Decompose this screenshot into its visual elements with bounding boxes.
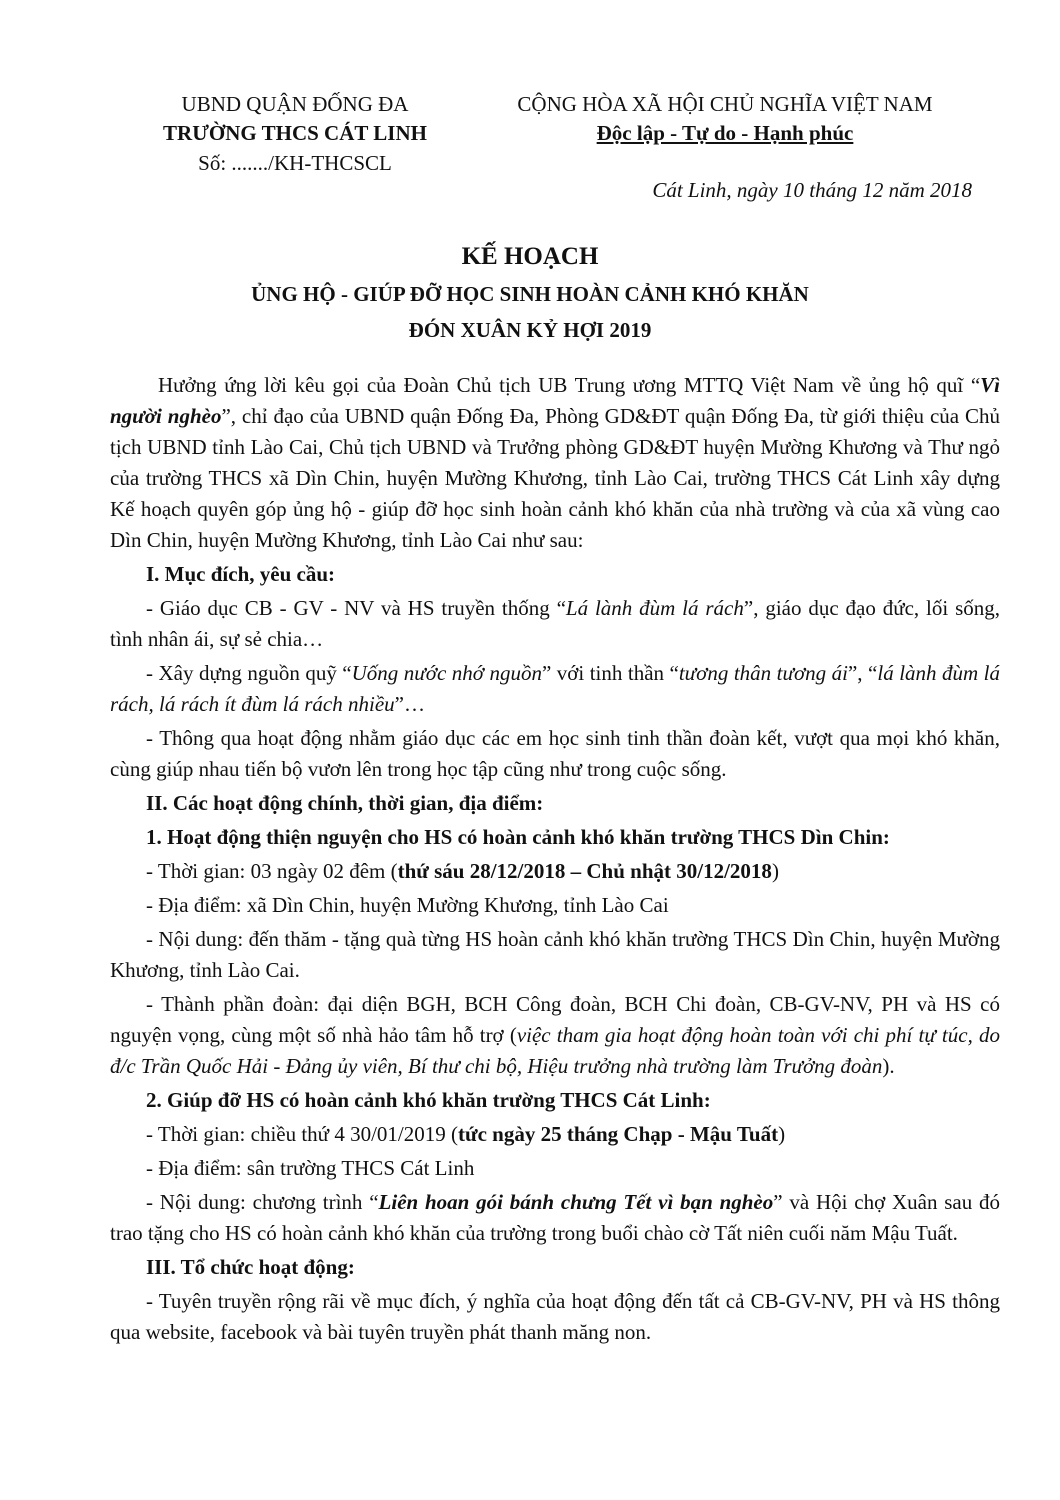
national-motto: Độc lập - Tự do - Hạnh phúc xyxy=(596,121,854,146)
title-sub-2: ĐÓN XUÂN KỶ HỢI 2019 xyxy=(408,318,652,343)
text: - Thành phần đoàn: đại diện BGH, BCH Công đoàn, BCH Chi đoàn, CB-GV-NV, PH và HS có nguyện vọng, cùng một số nhà hảo tâm hỗ trợ ( xyxy=(110,992,1000,1047)
text: ) xyxy=(771,859,779,883)
text: - Nội dung: chương trình “ xyxy=(146,1190,379,1214)
activity-1-heading: 1. Hoạt động thiện nguyện cho HS có hoàn cảnh khó khăn trường THCS Dìn Chin: xyxy=(146,825,890,849)
title-sub-1: ỦNG HỘ - GIÚP ĐỠ HỌC SINH HOÀN CẢNH KHÓ KHĂN xyxy=(251,281,809,306)
intro-text-2: ”, chỉ đạo của UBND quận Đống Đa, Phòng GD&ĐT quận Đống Đa, từ giới thiệu của Chủ tịch UBND tỉnh Lào Cai, Chủ tịch UBND và Trưởng phòng GD&ĐT huyện Mường Khương và Thư ngỏ của trường THCS xã Dìn Chin, huyện Mường Khương, tỉnh Lào Cai, trường THCS Cát Linh xây dựng Kế hoạch quyên góp ủng hộ - giúp đỡ học sinh hoàn cảnh khó khăn của nhà trường và của xã vùng cao Dìn Chin, huyện Mường Khương, tỉnh Lào Cai như sau: xyxy=(110,404,1000,552)
document-title xyxy=(0,238,1060,349)
activity-1-place: - Địa điểm: xã Dìn Chin, huyện Mường Khương, tỉnh Lào Cai xyxy=(146,893,669,917)
activity-2-content xyxy=(110,1187,1000,1249)
national-motto-block xyxy=(490,90,960,149)
activity-1-members xyxy=(110,989,1000,1082)
activity-1-time xyxy=(110,856,1000,887)
section-1-item-3: - Thông qua hoạt động nhằm giáo dục các em học sinh tinh thần đoàn kết, vượt qua mọi khó khăn, cùng giúp nhau tiến bộ vươn lên trong học tập cũng như trong cuộc sống. xyxy=(110,726,1000,781)
section-2-heading: II. Các hoạt động chính, thời gian, địa điểm: xyxy=(146,791,544,815)
program-name: Liên hoan gói bánh chưng Tết vì bạn nghèo xyxy=(378,1190,774,1214)
quote: lá lành đùm lá rách, lá rách ít đùm lá rách nhiều xyxy=(110,661,1001,716)
intro-text-1: Hưởng ứng lời kêu gọi của Đoàn Chủ tịch UB Trung ương MTTQ Việt Nam về ủng hộ quĩ “ xyxy=(158,373,981,397)
activity-2-heading: 2. Giúp đỡ HS có hoàn cảnh khó khăn trường THCS Cát Linh: xyxy=(146,1088,711,1112)
quote: Lá lành đùm lá rách xyxy=(565,596,744,620)
text: ). xyxy=(882,1054,895,1078)
dates: tức ngày 25 tháng Chạp - Mậu Tuất xyxy=(457,1122,779,1146)
text: - Thời gian: chiều thứ 4 30/01/2019 ( xyxy=(146,1122,458,1146)
document-body xyxy=(110,370,1000,1351)
intro-emphasis: Vì người nghèo xyxy=(110,373,1000,428)
activity-1-content: - Nội dung: đến thăm - tặng quà từng HS hoàn cảnh khó khăn trường THCS Dìn Chin, huyện Mường Khương, tỉnh Lào Cai. xyxy=(110,927,1000,982)
text: - Thời gian: 03 ngày 02 đêm ( xyxy=(146,859,398,883)
activity-2-time xyxy=(110,1119,1000,1150)
dates: thứ sáu 28/12/2018 – Chủ nhật 30/12/2018 xyxy=(397,859,772,883)
text: ” với tinh thần “ xyxy=(541,661,679,685)
title-main: KẾ HOẠCH xyxy=(461,243,599,270)
section-1-item-2 xyxy=(110,658,1000,720)
issuer-authority: UBND QUẬN ĐỐNG ĐA xyxy=(181,92,409,116)
text: ) xyxy=(778,1122,786,1146)
national-title: CỘNG HÒA XÃ HỘI CHỦ NGHĨA VIỆT NAM xyxy=(517,92,933,116)
section-3-heading: III. Tổ chức hoạt động: xyxy=(146,1255,355,1279)
text: ” và Hội chợ Xuân sau đó trao tặng cho HS có hoàn cảnh khó khăn của trường trong buổi chào cờ Tất niên cuối năm Mậu Tuất. xyxy=(110,1190,1000,1245)
text: ”, giáo dục đạo đức, lối sống, tình nhân ái, sự sẻ chia… xyxy=(110,596,1000,651)
section-3-item-1: - Tuyên truyền rộng rãi về mục đích, ý nghĩa của hoạt động đến tất cả CB-GV-NV, PH và HS thông qua website, facebook và bài tuyên truyền phát thanh măng non. xyxy=(110,1289,1000,1344)
document-number: Số: ......./KH-THCSCL xyxy=(198,150,392,175)
text: ”… xyxy=(394,692,425,716)
section-1-heading: I. Mục đích, yêu cầu: xyxy=(146,562,335,586)
document-date: Cát Linh, ngày 10 tháng 12 năm 2018 xyxy=(652,178,972,202)
issuer-school: TRƯỜNG THCS CÁT LINH xyxy=(163,121,427,146)
section-1-item-1 xyxy=(110,593,1000,655)
note: việc tham gia hoạt động hoàn toàn với chi phí tự túc, do đ/c Trần Quốc Hải - Đảng ủy viên, Bí thư chi bộ, Hiệu trưởng nhà trường làm Trưởng đoàn xyxy=(110,1023,1000,1078)
text: - Giáo dục CB - GV - NV và HS truyền thống “ xyxy=(146,596,566,620)
text: ”, “ xyxy=(847,661,878,685)
activity-2-place: - Địa điểm: sân trường THCS Cát Linh xyxy=(146,1156,475,1180)
intro-paragraph xyxy=(110,370,1000,556)
quote: tương thân tương ái xyxy=(678,661,848,685)
issuer-block xyxy=(110,90,480,178)
quote: Uống nước nhớ nguồn xyxy=(351,661,542,685)
text: - Xây dựng nguồn quỹ “ xyxy=(146,661,352,685)
